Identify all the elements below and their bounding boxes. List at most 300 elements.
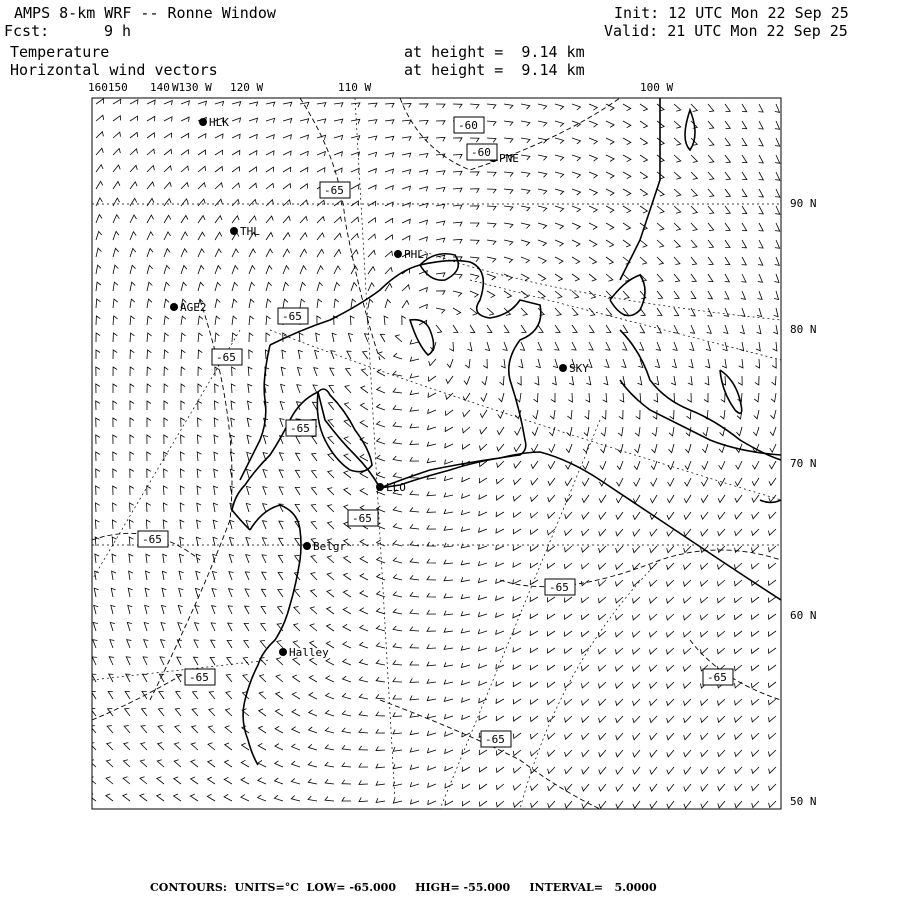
wind-barb bbox=[96, 181, 103, 189]
wind-barb bbox=[758, 291, 763, 300]
wind-barb bbox=[232, 282, 238, 291]
svg-text:-60: -60 bbox=[458, 119, 478, 132]
wind-vector-field bbox=[89, 99, 780, 809]
wind-barb bbox=[536, 359, 541, 368]
wind-barb bbox=[334, 135, 343, 140]
wind-barb bbox=[181, 183, 188, 190]
wind-barb bbox=[504, 325, 509, 333]
wind-barb bbox=[96, 316, 100, 325]
wind-barb bbox=[773, 342, 777, 351]
wind-barb bbox=[196, 571, 201, 580]
wind-barb bbox=[283, 119, 292, 124]
wind-barb bbox=[91, 708, 96, 716]
wind-barb bbox=[130, 316, 135, 325]
wind-barb bbox=[606, 206, 614, 213]
wind-barb bbox=[701, 478, 708, 486]
wind-barb bbox=[572, 206, 580, 212]
wind-barb bbox=[453, 291, 462, 297]
wind-barb bbox=[735, 478, 742, 486]
wind-barb bbox=[640, 206, 647, 213]
wind-barb bbox=[198, 101, 207, 106]
wind-barb bbox=[582, 512, 589, 519]
wind-barb bbox=[95, 554, 99, 563]
wind-barb bbox=[504, 121, 513, 126]
wind-barb bbox=[582, 784, 589, 791]
wind-barb bbox=[298, 350, 302, 359]
wind-barb bbox=[606, 274, 613, 281]
wind-barb bbox=[599, 801, 606, 808]
wind-barb bbox=[725, 274, 730, 282]
wind-barb bbox=[144, 623, 149, 632]
wind-barb bbox=[130, 215, 137, 223]
wind-barb bbox=[537, 342, 542, 350]
wind-barb bbox=[317, 299, 322, 308]
wind-barb bbox=[113, 198, 120, 206]
wind-barb bbox=[606, 240, 614, 247]
station-llo bbox=[376, 481, 406, 494]
wind-barb bbox=[479, 664, 487, 669]
wind-barb bbox=[96, 215, 102, 223]
wind-barb bbox=[496, 699, 504, 704]
wind-barb bbox=[198, 316, 203, 325]
wind-barb bbox=[436, 221, 445, 225]
wind-barb bbox=[342, 711, 351, 716]
wind-barb bbox=[735, 699, 743, 705]
wind-barb bbox=[436, 104, 445, 108]
wind-barb bbox=[691, 308, 696, 316]
wind-barb bbox=[572, 308, 578, 316]
wind-barb bbox=[623, 325, 628, 333]
wind-barb bbox=[113, 132, 121, 138]
wind-barb bbox=[113, 182, 120, 190]
wind-barb bbox=[742, 104, 747, 112]
wind-barb bbox=[482, 376, 487, 385]
wind-barb bbox=[496, 647, 504, 652]
wind-barb bbox=[769, 801, 776, 808]
wind-barb bbox=[496, 801, 504, 807]
wind-barb bbox=[770, 444, 776, 452]
wind-barb bbox=[107, 743, 113, 750]
wind-barb bbox=[393, 764, 402, 768]
wind-barb bbox=[589, 308, 595, 316]
wind-barb bbox=[147, 182, 154, 189]
wind-barb bbox=[667, 512, 674, 519]
wind-barb bbox=[344, 556, 351, 563]
wind-barb bbox=[343, 624, 351, 631]
wind-barb bbox=[606, 189, 614, 196]
wind-barb bbox=[742, 223, 747, 231]
wind-barb bbox=[214, 452, 218, 461]
wind-barb bbox=[312, 453, 317, 461]
wind-barb bbox=[232, 199, 239, 206]
wind-barb bbox=[130, 132, 138, 138]
wind-barb bbox=[735, 733, 742, 739]
wind-barb bbox=[602, 410, 606, 419]
wind-barb bbox=[283, 249, 290, 257]
wind-barb bbox=[633, 631, 641, 637]
wind-barb bbox=[161, 623, 166, 632]
wind-barb bbox=[249, 333, 253, 342]
wind-barb bbox=[198, 150, 206, 155]
wind-barb bbox=[769, 784, 776, 790]
wind-barb bbox=[376, 746, 385, 750]
wind-barb bbox=[514, 461, 521, 468]
wind-barb bbox=[164, 401, 168, 410]
wind-barb bbox=[742, 257, 747, 265]
wind-barb bbox=[344, 437, 351, 444]
wind-barb bbox=[547, 648, 555, 653]
wind-barb bbox=[654, 393, 658, 402]
wind-barb bbox=[259, 709, 266, 716]
wind-barb bbox=[479, 646, 488, 651]
wind-barb bbox=[198, 282, 204, 291]
wind-barb bbox=[589, 155, 597, 161]
forecast-label: Fcst: bbox=[4, 22, 50, 40]
wind-barb bbox=[621, 359, 626, 368]
wind-barb bbox=[179, 554, 183, 563]
wind-barb bbox=[752, 750, 759, 756]
wind-barb bbox=[674, 121, 681, 128]
wind-barb bbox=[351, 234, 358, 241]
wind-barb bbox=[359, 711, 368, 716]
wind-barb bbox=[215, 249, 221, 257]
wind-barb bbox=[521, 240, 530, 246]
wind-barb bbox=[718, 716, 725, 722]
wind-barb bbox=[181, 333, 186, 342]
wind-barb bbox=[92, 657, 97, 665]
wind-barb bbox=[110, 622, 115, 631]
wind-barb bbox=[198, 232, 205, 240]
wind-barb bbox=[623, 206, 631, 213]
wind-barb bbox=[479, 784, 487, 789]
wind-barb bbox=[231, 401, 235, 410]
wind-barb bbox=[775, 257, 780, 265]
wind-barb bbox=[311, 504, 317, 512]
wind-barb bbox=[309, 693, 317, 700]
wind-barb bbox=[657, 274, 663, 282]
wind-barb bbox=[126, 657, 131, 665]
wind-barb bbox=[538, 206, 547, 212]
wind-barb bbox=[768, 580, 776, 585]
wind-barb bbox=[163, 554, 167, 563]
wind-barb bbox=[650, 648, 658, 654]
wind-barb bbox=[325, 797, 334, 802]
wind-barb bbox=[300, 102, 309, 106]
wind-barb bbox=[326, 676, 334, 682]
wind-barb bbox=[283, 266, 289, 274]
wind-barb bbox=[758, 257, 763, 265]
wind-barb bbox=[453, 308, 461, 315]
wind-barb bbox=[752, 699, 760, 705]
wind-barb bbox=[147, 418, 151, 427]
wind-barb bbox=[393, 712, 402, 716]
wind-barb bbox=[684, 512, 691, 519]
wind-barb bbox=[159, 691, 164, 699]
wind-barb bbox=[295, 504, 300, 512]
wind-barb bbox=[247, 435, 251, 444]
wind-barb bbox=[308, 796, 317, 801]
wind-barb bbox=[633, 784, 640, 791]
wind-barb bbox=[127, 640, 132, 648]
wind-barb bbox=[393, 439, 402, 444]
wind-barb bbox=[300, 184, 308, 189]
wind-barb bbox=[94, 588, 98, 597]
wind-barb bbox=[504, 172, 513, 177]
wind-barb bbox=[769, 495, 776, 502]
wind-barb bbox=[157, 760, 164, 767]
wind-barb bbox=[384, 316, 388, 325]
wind-barb bbox=[262, 572, 267, 580]
wind-barb bbox=[309, 710, 317, 716]
wind-barb bbox=[606, 138, 614, 144]
wind-barb bbox=[667, 597, 675, 603]
wind-barb bbox=[427, 679, 436, 683]
wind-barb bbox=[572, 223, 580, 229]
wind-barb bbox=[701, 750, 708, 757]
wind-barb bbox=[410, 609, 419, 614]
wind-barb bbox=[616, 750, 623, 757]
wind-barb bbox=[376, 677, 385, 682]
wind-barb bbox=[754, 393, 759, 402]
wind-barb bbox=[385, 267, 392, 274]
wind-barb bbox=[179, 571, 183, 580]
wind-barb bbox=[360, 556, 368, 563]
wind-barb bbox=[513, 630, 521, 635]
wind-barb bbox=[444, 560, 453, 564]
wind-barb bbox=[720, 410, 725, 419]
latitude-label: 80 N bbox=[790, 323, 817, 336]
wind-barb bbox=[419, 154, 428, 158]
wind-barb bbox=[623, 104, 631, 111]
wind-barb bbox=[344, 454, 351, 461]
wind-barb bbox=[616, 546, 623, 553]
wind-barb bbox=[445, 410, 453, 415]
wind-barb bbox=[180, 520, 184, 529]
wind-barb bbox=[228, 606, 233, 614]
wind-barb bbox=[691, 172, 697, 179]
wind-barb bbox=[667, 801, 674, 808]
wind-barb bbox=[687, 393, 691, 402]
wind-barb bbox=[650, 716, 657, 723]
wind-barb bbox=[774, 291, 779, 300]
wind-barb bbox=[228, 623, 233, 631]
wind-barb bbox=[530, 733, 538, 739]
wind-barb bbox=[453, 325, 458, 333]
wind-barb bbox=[616, 699, 623, 705]
wind-barb bbox=[752, 784, 759, 791]
wind-barb bbox=[707, 308, 712, 316]
wind-barb bbox=[548, 495, 555, 502]
wind-barb bbox=[463, 427, 471, 433]
wind-barb bbox=[724, 291, 729, 299]
wind-barb bbox=[215, 101, 224, 106]
svg-text:-65: -65 bbox=[282, 310, 302, 323]
wind-barb bbox=[112, 571, 116, 580]
wind-barb bbox=[232, 216, 239, 223]
wind-barb bbox=[735, 495, 742, 502]
wind-barb bbox=[242, 743, 250, 750]
wind-barb bbox=[479, 715, 487, 720]
wind-barb bbox=[734, 597, 742, 603]
wind-barb bbox=[174, 760, 181, 767]
wind-barb bbox=[143, 657, 148, 665]
wind-barb bbox=[651, 461, 657, 469]
wind-barb bbox=[768, 614, 776, 619]
wind-barb bbox=[294, 607, 300, 615]
map-title: AMPS 8-km WRF -- Ronne Window bbox=[14, 4, 276, 22]
wind-barb bbox=[147, 503, 151, 512]
wind-barb bbox=[248, 384, 252, 393]
wind-barb bbox=[551, 393, 555, 402]
wind-barb bbox=[718, 597, 726, 603]
wind-barb bbox=[96, 418, 100, 427]
longitude-label: W130 W bbox=[172, 81, 212, 94]
wind-barb bbox=[616, 784, 623, 791]
wind-barb bbox=[163, 503, 167, 512]
wind-barb bbox=[633, 529, 640, 536]
wind-barb bbox=[298, 367, 303, 376]
wind-barb bbox=[130, 232, 136, 240]
contour-label bbox=[545, 579, 575, 595]
wind-barb bbox=[487, 138, 496, 142]
wind-barb bbox=[565, 512, 572, 519]
wind-barb bbox=[224, 794, 232, 801]
wind-barb bbox=[263, 521, 268, 529]
wind-barb bbox=[755, 376, 759, 385]
wind-barb bbox=[232, 299, 237, 308]
wind-barb bbox=[759, 189, 764, 197]
wind-barb bbox=[311, 573, 317, 581]
wind-barb bbox=[478, 595, 487, 600]
wind-barb bbox=[180, 486, 184, 495]
wind-barb bbox=[667, 750, 674, 757]
wind-barb bbox=[198, 199, 205, 206]
wind-barb bbox=[447, 359, 453, 368]
wind-barb bbox=[531, 478, 538, 485]
wind-barb bbox=[735, 512, 742, 519]
wind-barb bbox=[759, 223, 764, 231]
wind-barb bbox=[393, 473, 402, 478]
wind-barb bbox=[292, 727, 300, 733]
wind-barb bbox=[684, 495, 691, 503]
wind-barb bbox=[402, 186, 411, 191]
wind-barb bbox=[266, 167, 274, 172]
wind-barb bbox=[514, 478, 521, 484]
longitude-label: 140 bbox=[150, 81, 170, 94]
wind-barb bbox=[300, 299, 305, 308]
wind-barb bbox=[513, 682, 521, 687]
wind-barb bbox=[317, 249, 324, 257]
wind-barb bbox=[198, 134, 206, 139]
wind-barb bbox=[496, 478, 504, 484]
wind-barb bbox=[769, 733, 777, 739]
wind-barb bbox=[283, 299, 288, 308]
wind-barb bbox=[673, 325, 678, 333]
wind-barb bbox=[181, 101, 189, 106]
wind-barb bbox=[770, 427, 776, 436]
wind-barb bbox=[708, 189, 714, 197]
wind-barb bbox=[347, 351, 352, 359]
wind-barb bbox=[589, 172, 597, 178]
wind-barb bbox=[685, 461, 691, 469]
wind-barb bbox=[351, 168, 359, 173]
wind-barb bbox=[360, 625, 368, 631]
wind-barb bbox=[768, 699, 776, 705]
wind-barb bbox=[296, 436, 301, 444]
wind-barb bbox=[549, 444, 555, 452]
wind-barb bbox=[657, 189, 664, 196]
wind-barb bbox=[344, 573, 352, 580]
wind-barb bbox=[325, 710, 334, 716]
wind-barb bbox=[334, 233, 341, 240]
wind-barb bbox=[410, 627, 419, 631]
wind-barb bbox=[565, 529, 572, 535]
wind-barb bbox=[334, 119, 343, 123]
wind-barb bbox=[553, 359, 558, 368]
wind-barb bbox=[181, 384, 185, 393]
wind-barb bbox=[128, 605, 133, 614]
wind-barb bbox=[393, 422, 402, 427]
wind-barb bbox=[113, 367, 117, 376]
wind-barb bbox=[603, 393, 607, 402]
wind-barb bbox=[572, 325, 577, 333]
wind-barb bbox=[130, 165, 137, 172]
wind-barb bbox=[538, 291, 545, 298]
wind-barb bbox=[735, 580, 743, 586]
wind-barb bbox=[207, 794, 215, 801]
wind-barb bbox=[247, 418, 251, 427]
wind-barb bbox=[427, 525, 436, 529]
wind-barb bbox=[343, 676, 352, 682]
wind-barb bbox=[738, 376, 742, 385]
wind-barb bbox=[445, 427, 453, 432]
wind-barb bbox=[393, 695, 402, 699]
wind-barb bbox=[555, 223, 563, 229]
wind-barb bbox=[146, 554, 150, 563]
wind-barb bbox=[751, 665, 759, 671]
wind-barb bbox=[453, 171, 462, 175]
wind-barb bbox=[759, 155, 764, 163]
wind-barb bbox=[385, 202, 393, 207]
wind-barb bbox=[127, 622, 132, 631]
wind-barb bbox=[705, 359, 710, 368]
wind-barb bbox=[769, 529, 777, 535]
wind-barb bbox=[274, 795, 283, 801]
wind-barb bbox=[532, 427, 538, 435]
wind-barb bbox=[410, 457, 419, 461]
wind-barb bbox=[736, 461, 742, 469]
station-phl bbox=[394, 248, 424, 261]
wind-barb bbox=[691, 291, 696, 299]
wind-barb bbox=[300, 266, 306, 274]
wind-barb bbox=[633, 648, 641, 654]
wind-barb bbox=[278, 589, 283, 597]
wind-barb bbox=[113, 149, 120, 156]
wind-barb bbox=[684, 631, 692, 637]
wind-barb bbox=[328, 488, 334, 495]
wind-barb bbox=[160, 657, 165, 665]
wind-barb bbox=[402, 120, 411, 124]
wind-barb bbox=[368, 218, 376, 223]
wind-barb bbox=[564, 614, 572, 619]
wind-barb bbox=[368, 185, 376, 190]
wind-barb bbox=[684, 648, 692, 654]
wind-barb bbox=[487, 104, 496, 109]
wind-barb bbox=[521, 223, 530, 228]
wind-barb bbox=[736, 427, 742, 436]
wind-barb bbox=[368, 152, 377, 157]
wind-barb bbox=[734, 631, 742, 637]
